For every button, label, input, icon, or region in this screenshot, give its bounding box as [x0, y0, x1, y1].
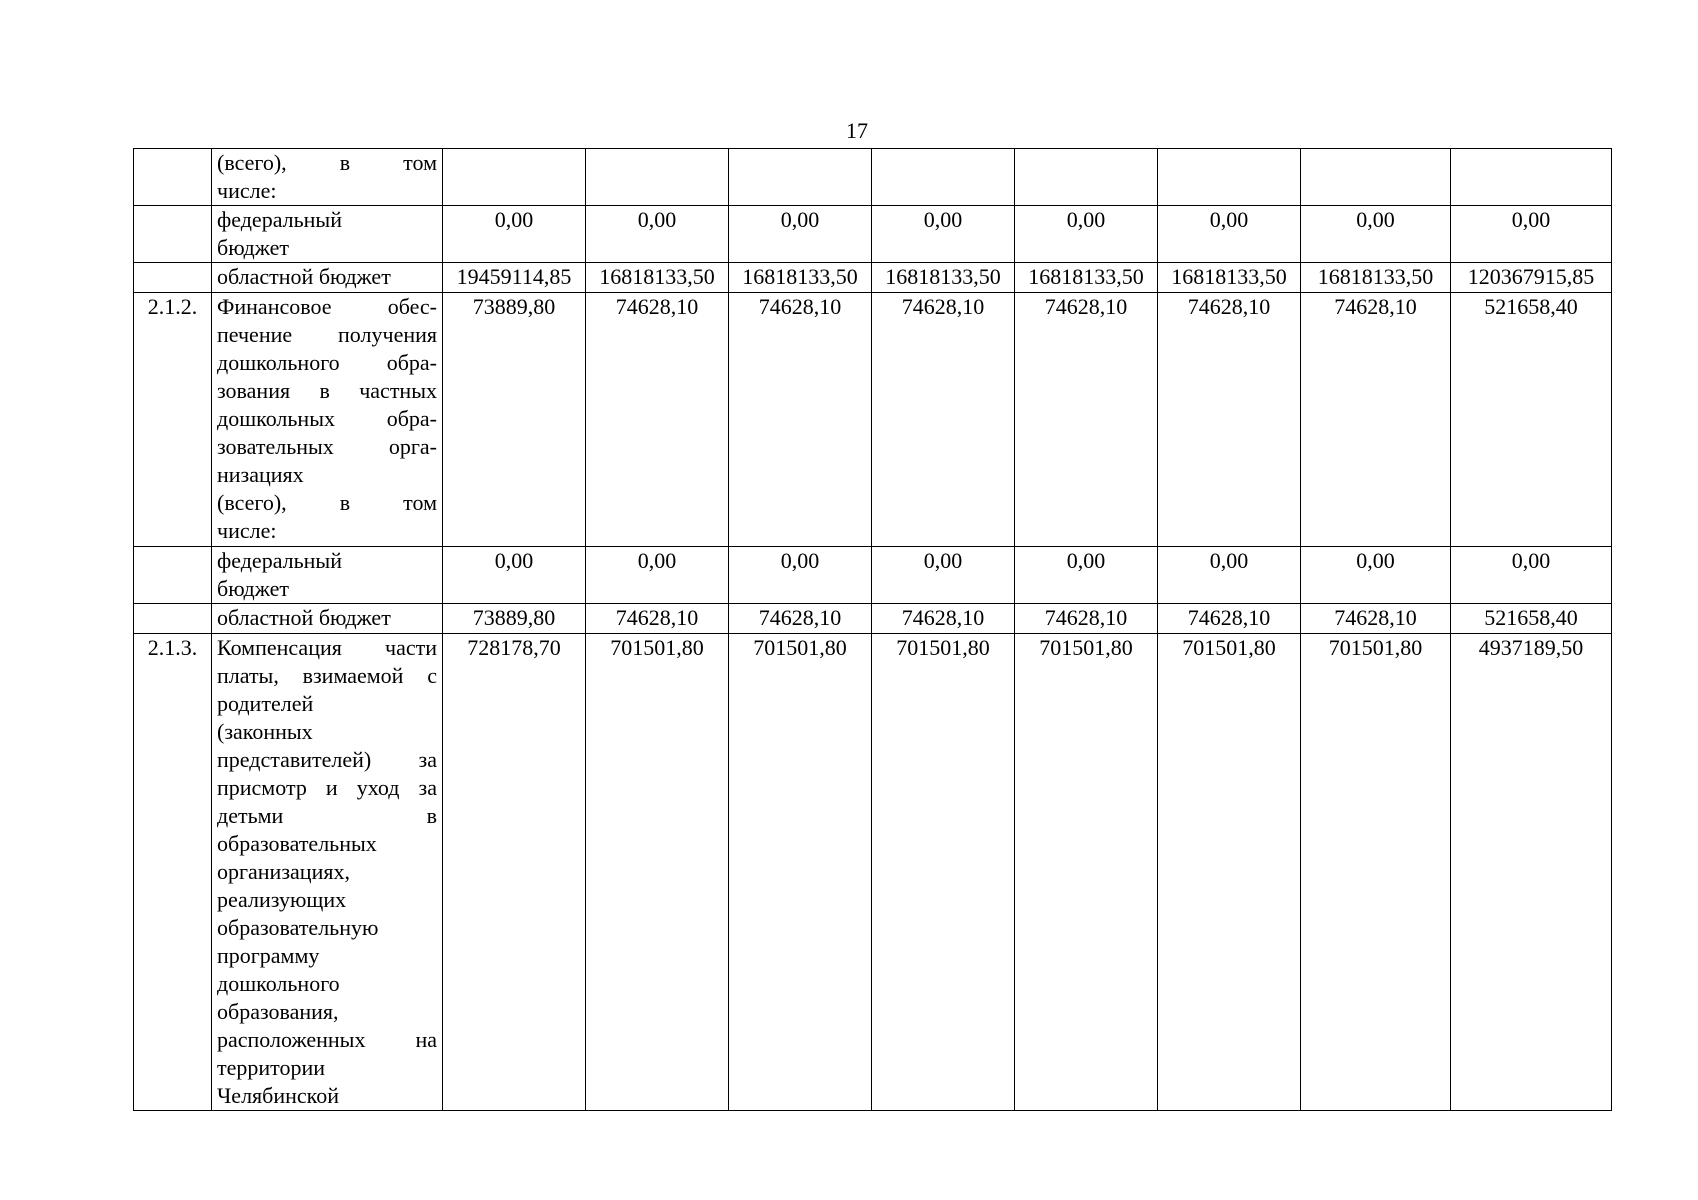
year-value-cell: 701501,80: [729, 634, 872, 1111]
item-name-line: образовательную: [217, 915, 379, 940]
total-value-cell: 521658,40: [1451, 293, 1612, 547]
item-name-line: Челябинской: [217, 1083, 340, 1108]
item-name-line: программу: [217, 943, 320, 968]
year-value-cell: 0,00: [872, 547, 1015, 604]
year-value-cell: 16818133,50: [1015, 263, 1158, 293]
year-value-cell: 74628,10: [872, 293, 1015, 547]
item-name-line: платы, взимаемой с: [217, 663, 437, 688]
year-value-cell: 0,00: [729, 206, 872, 263]
total-value-cell: 0,00: [1451, 547, 1612, 604]
year-value-cell: 0,00: [1301, 206, 1451, 263]
year-value-cell: 701501,80: [1015, 634, 1158, 1111]
table-row: [134, 206, 1612, 263]
item-name-line: бюджет: [217, 576, 289, 601]
item-name-cell: [212, 634, 443, 1111]
table-row: [134, 604, 1612, 634]
year-value-cell: 0,00: [1301, 547, 1451, 604]
year-value-cell: 701501,80: [1158, 634, 1301, 1111]
year-value-cell: [872, 149, 1015, 206]
table-row: [134, 293, 1612, 547]
year-value-cell: 16818133,50: [586, 263, 729, 293]
year-value-cell: 74628,10: [586, 604, 729, 634]
item-name-line: низациях: [217, 462, 304, 487]
item-name-line: числе:: [217, 518, 277, 543]
year-value-cell: 0,00: [443, 206, 586, 263]
item-number-cell: [134, 604, 212, 634]
item-name-line: (законных: [217, 719, 313, 744]
item-name-line: дошкольного: [217, 971, 340, 996]
year-value-cell: 16818133,50: [729, 263, 872, 293]
total-value-cell: [1451, 149, 1612, 206]
year-value-cell: 74628,10: [1301, 293, 1451, 547]
budget-table: [133, 148, 1612, 1111]
table-row: [134, 547, 1612, 604]
year-value-cell: [1301, 149, 1451, 206]
year-value-cell: 701501,80: [586, 634, 729, 1111]
item-number-cell: 2.1.2.: [134, 293, 212, 547]
year-value-cell: 0,00: [586, 547, 729, 604]
year-value-cell: 73889,80: [443, 293, 586, 547]
total-value-cell: 120367915,85: [1451, 263, 1612, 293]
item-name-line: областной бюджет: [217, 264, 391, 289]
item-name-line: расположенных на: [217, 1027, 437, 1052]
total-value-cell: 521658,40: [1451, 604, 1612, 634]
year-value-cell: [729, 149, 872, 206]
item-name-line: родителей: [217, 691, 314, 716]
item-number-cell: 2.1.3.: [134, 634, 212, 1111]
year-value-cell: 19459114,85: [443, 263, 586, 293]
year-value-cell: 74628,10: [1015, 293, 1158, 547]
year-value-cell: 0,00: [872, 206, 1015, 263]
item-name-line: присмотр и уход за: [217, 775, 437, 800]
item-name-line: реализующих: [217, 887, 347, 912]
item-name-line: бюджет: [217, 235, 289, 260]
item-name-line: территории: [217, 1055, 326, 1080]
item-name-line: Компенсация части: [217, 635, 437, 660]
item-name-line: дошкольных обра-: [217, 406, 437, 431]
item-number-cell: [134, 263, 212, 293]
item-name-line: числе:: [217, 178, 277, 203]
year-value-cell: 74628,10: [1158, 604, 1301, 634]
item-name-cell: [212, 547, 443, 604]
table-row: [134, 634, 1612, 1111]
year-value-cell: [443, 149, 586, 206]
year-value-cell: 74628,10: [872, 604, 1015, 634]
item-name-line: зования в частных: [217, 378, 437, 403]
table-row: [134, 149, 1612, 206]
item-name-line: образовательных: [217, 831, 377, 856]
item-name-cell: [212, 293, 443, 547]
year-value-cell: 73889,80: [443, 604, 586, 634]
year-value-cell: [1015, 149, 1158, 206]
total-value-cell: 0,00: [1451, 206, 1612, 263]
year-value-cell: 74628,10: [1158, 293, 1301, 547]
item-name-cell: [212, 149, 443, 206]
year-value-cell: 0,00: [443, 547, 586, 604]
year-value-cell: 0,00: [586, 206, 729, 263]
item-name-cell: [212, 604, 443, 634]
item-name-line: зовательных орга-: [217, 434, 437, 459]
year-value-cell: 0,00: [729, 547, 872, 604]
item-number-cell: [134, 547, 212, 604]
year-value-cell: 0,00: [1158, 547, 1301, 604]
item-name-line: областной бюджет: [217, 605, 391, 630]
item-name-line: (всего), в том: [217, 150, 437, 175]
year-value-cell: 16818133,50: [1301, 263, 1451, 293]
year-value-cell: 0,00: [1015, 547, 1158, 604]
item-name-cell: [212, 206, 443, 263]
year-value-cell: 74628,10: [1015, 604, 1158, 634]
table-row: [134, 263, 1612, 293]
item-name-line: (всего), в том: [217, 490, 437, 515]
year-value-cell: 74628,10: [729, 604, 872, 634]
year-value-cell: [1158, 149, 1301, 206]
year-value-cell: 74628,10: [1301, 604, 1451, 634]
year-value-cell: [586, 149, 729, 206]
item-number-cell: [134, 149, 212, 206]
item-name-line: организациях,: [217, 859, 350, 884]
item-name-line: дошкольного обра-: [217, 350, 437, 375]
year-value-cell: 701501,80: [1301, 634, 1451, 1111]
item-name-line: федеральный: [217, 548, 342, 573]
year-value-cell: 16818133,50: [1158, 263, 1301, 293]
item-name-line: печение получения: [217, 322, 437, 347]
year-value-cell: 0,00: [1158, 206, 1301, 263]
item-name-line: Финансовое обес-: [217, 294, 437, 319]
year-value-cell: 701501,80: [872, 634, 1015, 1111]
item-name-line: образования,: [217, 999, 339, 1024]
item-number-cell: [134, 206, 212, 263]
item-name-line: представителей) за: [217, 747, 437, 772]
item-name-line: федеральный: [217, 207, 342, 232]
year-value-cell: 74628,10: [729, 293, 872, 547]
item-name-line: детьми в: [217, 803, 437, 828]
year-value-cell: 0,00: [1015, 206, 1158, 263]
total-value-cell: 4937189,50: [1451, 634, 1612, 1111]
year-value-cell: 16818133,50: [872, 263, 1015, 293]
year-value-cell: 728178,70: [443, 634, 586, 1111]
year-value-cell: 74628,10: [586, 293, 729, 547]
page-number: 17: [846, 118, 868, 143]
item-name-cell: [212, 263, 443, 293]
